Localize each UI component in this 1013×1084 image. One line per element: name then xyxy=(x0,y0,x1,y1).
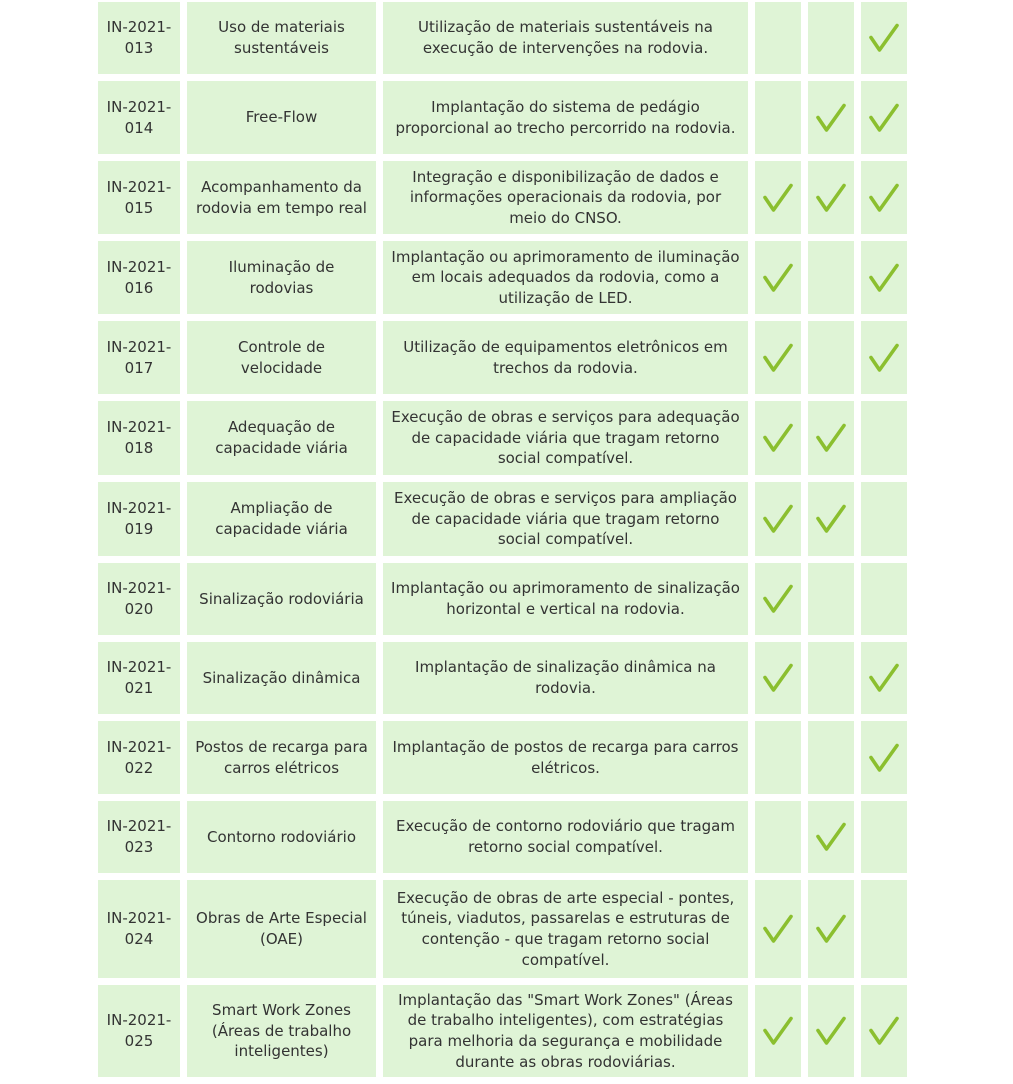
code-cell xyxy=(98,321,180,394)
description-cell xyxy=(383,321,748,394)
check-cell-3 xyxy=(861,241,907,314)
check-cell-2 xyxy=(808,642,854,714)
description-cell xyxy=(383,880,748,978)
description-cell-text: Implantação das "Smart Work Zones" (Áreas de trabalho inteligentes), com estratégias para melhoria da segurança e mobilidade durante as obras rodoviárias. xyxy=(398,990,733,1071)
check-icon xyxy=(868,342,900,374)
check-cell-3 xyxy=(861,801,907,873)
check-icon xyxy=(815,821,847,853)
description-cell-text: Execução de obras e serviços para adequação de capacidade viária que tragam retorno social compatível. xyxy=(391,408,740,468)
description-cell xyxy=(383,161,748,234)
table-row xyxy=(98,985,912,1077)
name-cell xyxy=(187,482,376,556)
check-icon xyxy=(868,742,900,774)
check-cell-1 xyxy=(755,563,801,635)
description-cell xyxy=(383,401,748,475)
code-cell-text: IN-2021- 019 xyxy=(106,499,172,538)
name-cell xyxy=(187,401,376,475)
check-cell-3 xyxy=(861,81,907,154)
table-row xyxy=(98,321,912,394)
description-cell-text: Execução de obras e serviços para ampliação de capacidade viária que tragam retorno social compatível. xyxy=(394,489,737,549)
code-cell-text: IN-2021- 023 xyxy=(106,817,172,856)
code-cell xyxy=(98,880,180,978)
name-cell xyxy=(187,721,376,794)
check-cell-3 xyxy=(861,482,907,556)
table-row xyxy=(98,563,912,635)
check-icon xyxy=(868,182,900,214)
check-cell-3 xyxy=(861,2,907,74)
check-icon xyxy=(762,182,794,214)
check-cell-1 xyxy=(755,721,801,794)
description-cell-text: Implantação de postos de recarga para carros elétricos. xyxy=(392,737,739,777)
description-cell xyxy=(383,2,748,74)
description-cell-text: Utilização de equipamentos eletrônicos em trechos da rodovia. xyxy=(403,337,728,377)
description-cell xyxy=(383,985,748,1077)
check-icon xyxy=(762,262,794,294)
code-cell xyxy=(98,563,180,635)
description-cell-text: Implantação de sinalização dinâmica na rodovia. xyxy=(415,658,716,697)
name-cell xyxy=(187,801,376,873)
code-cell-text: IN-2021- 020 xyxy=(106,579,172,618)
check-cell-1 xyxy=(755,880,801,978)
name-cell-text: Obras de Arte Especial (OAE) xyxy=(196,909,367,948)
name-cell xyxy=(187,985,376,1077)
check-cell-1 xyxy=(755,985,801,1077)
check-icon xyxy=(762,422,794,454)
name-cell-text: Iluminação de rodovias xyxy=(228,257,335,297)
check-icon xyxy=(868,262,900,294)
name-cell-text: Acompanhamento da rodovia em tempo real xyxy=(196,177,367,217)
check-cell-2 xyxy=(808,482,854,556)
check-cell-2 xyxy=(808,401,854,475)
code-cell xyxy=(98,642,180,714)
description-cell-text: Integração e disponibilização de dados e informações operacionais da rodovia, por meio do CNSO. xyxy=(409,167,722,227)
code-cell xyxy=(98,81,180,154)
check-cell-3 xyxy=(861,985,907,1077)
check-icon xyxy=(762,1015,794,1047)
name-cell xyxy=(187,241,376,314)
name-cell-text: Controle de velocidade xyxy=(238,337,325,377)
description-cell-text: Execução de obras de arte especial - pontes, túneis, viadutos, passarelas e estruturas de contenção - que tragam retorno social compatível. xyxy=(396,888,735,969)
name-cell xyxy=(187,161,376,234)
table-row xyxy=(98,241,912,314)
table-row xyxy=(98,642,912,714)
check-icon xyxy=(762,583,794,615)
code-cell xyxy=(98,985,180,1077)
code-cell-text: IN-2021- 024 xyxy=(106,909,172,948)
table-row xyxy=(98,482,912,556)
code-cell xyxy=(98,161,180,234)
name-cell-text: Sinalização dinâmica xyxy=(202,668,361,687)
check-icon xyxy=(868,102,900,134)
description-cell xyxy=(383,642,748,714)
code-cell-text: IN-2021- 022 xyxy=(106,737,172,777)
name-cell-text: Smart Work Zones (Áreas de trabalho inteligentes) xyxy=(211,1001,352,1061)
table-row xyxy=(98,2,912,74)
check-cell-3 xyxy=(861,563,907,635)
code-cell-text: IN-2021- 018 xyxy=(106,418,172,457)
description-cell-text: Utilização de materiais sustentáveis na execução de intervenções na rodovia. xyxy=(418,18,713,57)
description-cell xyxy=(383,801,748,873)
check-cell-2 xyxy=(808,985,854,1077)
check-icon xyxy=(868,662,900,694)
table-row xyxy=(98,801,912,873)
check-cell-2 xyxy=(808,801,854,873)
check-icon xyxy=(868,1015,900,1047)
name-cell-text: Contorno rodoviário xyxy=(206,827,357,846)
check-cell-2 xyxy=(808,321,854,394)
name-cell xyxy=(187,81,376,154)
description-cell-text: Execução de contorno rodoviário que tragam retorno social compatível. xyxy=(396,817,735,856)
check-cell-1 xyxy=(755,2,801,74)
check-cell-1 xyxy=(755,321,801,394)
name-cell xyxy=(187,642,376,714)
check-cell-2 xyxy=(808,880,854,978)
check-icon xyxy=(762,662,794,694)
check-cell-1 xyxy=(755,401,801,475)
description-cell-text: Implantação ou aprimoramento de iluminação em locais adequados da rodovia, como a utilização de LED. xyxy=(391,247,740,307)
check-cell-1 xyxy=(755,482,801,556)
check-cell-2 xyxy=(808,161,854,234)
code-cell-text: IN-2021- 025 xyxy=(106,1011,172,1050)
code-cell xyxy=(98,721,180,794)
name-cell-text: Uso de materiais sustentáveis xyxy=(218,18,345,57)
code-cell xyxy=(98,801,180,873)
description-cell xyxy=(383,482,748,556)
description-cell-text: Implantação ou aprimoramento de sinalização horizontal e vertical na rodovia. xyxy=(391,579,740,618)
code-cell-text: IN-2021- 013 xyxy=(106,18,172,57)
innovation-table xyxy=(98,2,912,1084)
name-cell xyxy=(187,563,376,635)
description-cell xyxy=(383,721,748,794)
code-cell-text: IN-2021- 016 xyxy=(106,257,172,297)
description-cell xyxy=(383,563,748,635)
check-cell-2 xyxy=(808,563,854,635)
name-cell-text: Sinalização rodoviária xyxy=(199,589,364,608)
name-cell xyxy=(187,321,376,394)
check-cell-2 xyxy=(808,241,854,314)
table-row xyxy=(98,161,912,234)
check-icon xyxy=(815,913,847,945)
check-cell-1 xyxy=(755,642,801,714)
check-cell-1 xyxy=(755,801,801,873)
check-icon xyxy=(762,342,794,374)
check-icon xyxy=(762,913,794,945)
code-cell-text: IN-2021- 014 xyxy=(106,97,172,137)
table-row xyxy=(98,721,912,794)
check-cell-1 xyxy=(755,81,801,154)
check-cell-3 xyxy=(861,161,907,234)
check-icon xyxy=(762,503,794,535)
code-cell xyxy=(98,401,180,475)
check-icon xyxy=(815,1015,847,1047)
check-cell-2 xyxy=(808,81,854,154)
code-cell xyxy=(98,482,180,556)
check-cell-3 xyxy=(861,321,907,394)
table-row xyxy=(98,81,912,154)
name-cell-text: Free-Flow xyxy=(245,108,318,127)
name-cell-text: Postos de recarga para carros elétricos xyxy=(195,737,368,777)
check-cell-2 xyxy=(808,721,854,794)
name-cell-text: Ampliação de capacidade viária xyxy=(215,499,348,538)
description-cell xyxy=(383,81,748,154)
code-cell-text: IN-2021- 017 xyxy=(106,337,172,377)
name-cell-text: Adequação de capacidade viária xyxy=(215,418,348,457)
description-cell-text: Implantação do sistema de pedágio proporcional ao trecho percorrido na rodovia. xyxy=(395,97,736,137)
check-icon xyxy=(815,182,847,214)
check-cell-1 xyxy=(755,161,801,234)
check-cell-2 xyxy=(808,2,854,74)
check-icon xyxy=(815,503,847,535)
name-cell xyxy=(187,880,376,978)
check-cell-3 xyxy=(861,642,907,714)
check-cell-3 xyxy=(861,721,907,794)
check-icon xyxy=(815,422,847,454)
code-cell xyxy=(98,2,180,74)
description-cell xyxy=(383,241,748,314)
check-icon xyxy=(815,102,847,134)
table-row xyxy=(98,880,912,978)
code-cell xyxy=(98,241,180,314)
name-cell xyxy=(187,2,376,74)
table-row xyxy=(98,401,912,475)
check-cell-3 xyxy=(861,880,907,978)
check-cell-3 xyxy=(861,401,907,475)
check-icon xyxy=(868,22,900,54)
code-cell-text: IN-2021- 015 xyxy=(106,177,172,217)
check-cell-1 xyxy=(755,241,801,314)
code-cell-text: IN-2021- 021 xyxy=(106,658,172,697)
